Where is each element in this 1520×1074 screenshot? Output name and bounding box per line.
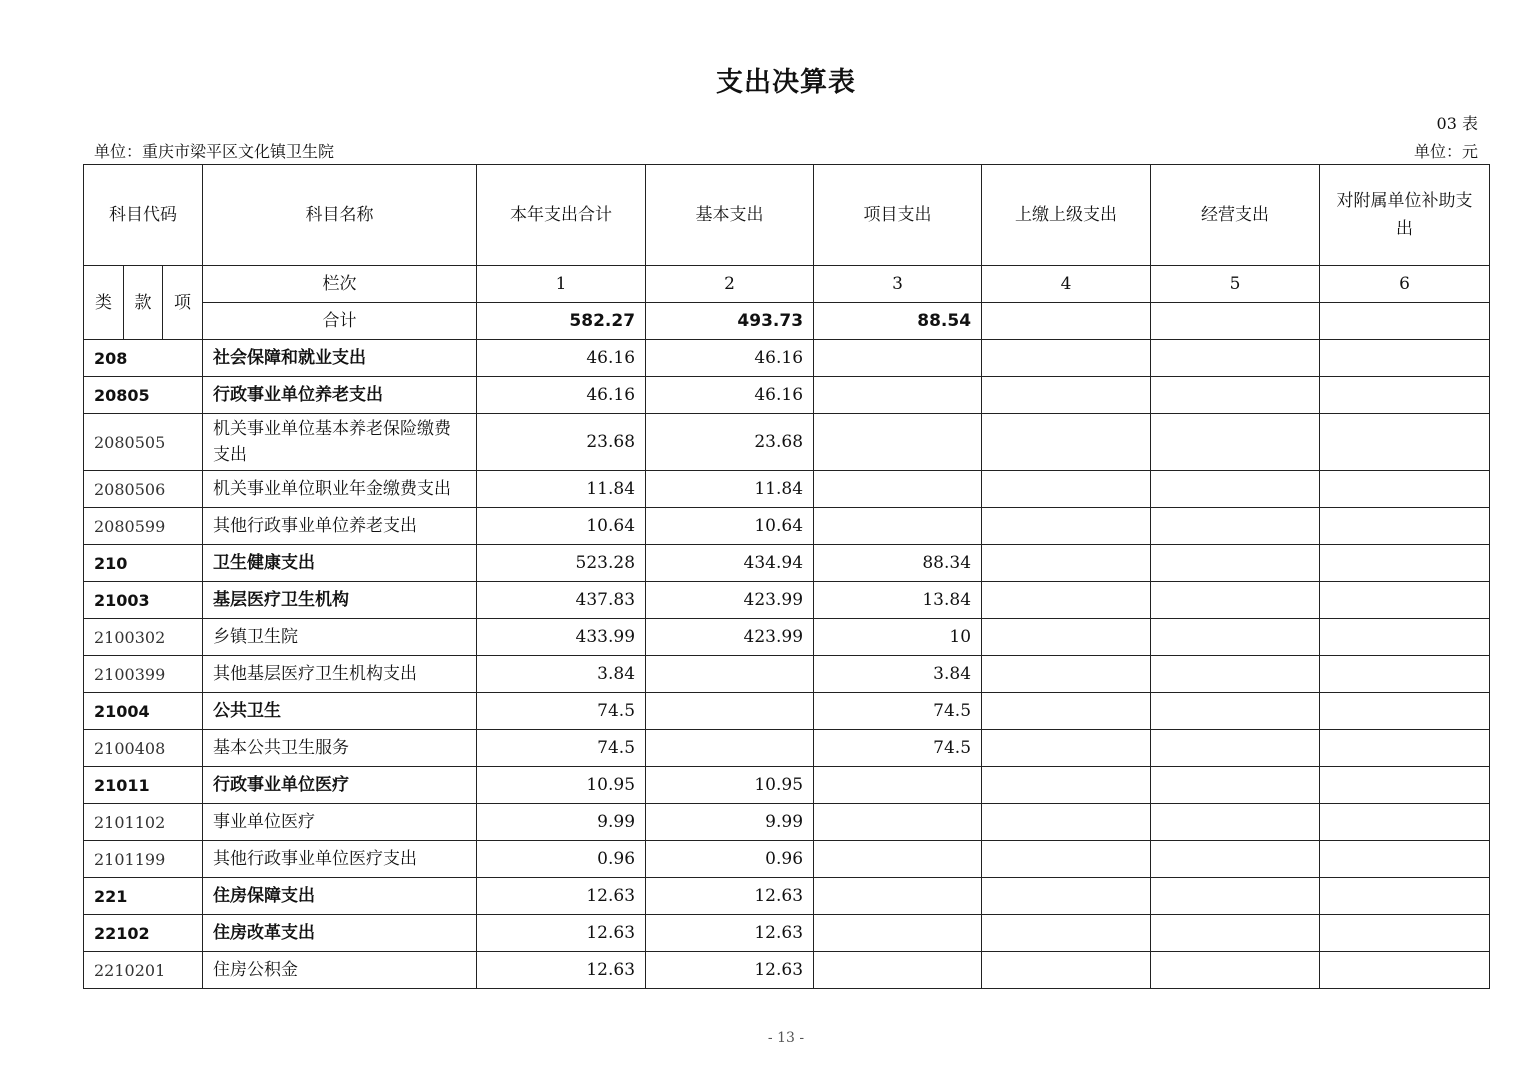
row-name: 卫生健康支出 (203, 545, 477, 582)
col-no-2: 2 (646, 266, 814, 303)
row-code: 2210201 (84, 952, 203, 989)
header-lei: 类 (84, 266, 124, 340)
row-subsidy (1320, 656, 1490, 693)
row-code: 2101199 (84, 841, 203, 878)
row-operating (1151, 582, 1320, 619)
row-remit (982, 841, 1151, 878)
row-basic: 0.96 (646, 841, 814, 878)
row-subsidy (1320, 915, 1490, 952)
total-row (84, 303, 1490, 340)
row-operating (1151, 656, 1320, 693)
row-project: 3.84 (814, 656, 982, 693)
row-code: 21003 (84, 582, 203, 619)
row-subsidy (1320, 730, 1490, 767)
table-row (84, 878, 1490, 915)
row-operating (1151, 804, 1320, 841)
header-name: 科目名称 (203, 165, 477, 266)
row-project (814, 952, 982, 989)
row-operating (1151, 508, 1320, 545)
row-subsidy (1320, 693, 1490, 730)
row-remit (982, 656, 1151, 693)
row-code: 2080506 (84, 471, 203, 508)
row-basic: 46.16 (646, 377, 814, 414)
row-subsidy (1320, 340, 1490, 377)
row-remit (982, 730, 1151, 767)
row-project (814, 915, 982, 952)
row-remit (982, 619, 1151, 656)
row-remit (982, 878, 1151, 915)
row-total: 12.63 (477, 915, 646, 952)
row-basic: 11.84 (646, 471, 814, 508)
col-no-3: 3 (814, 266, 982, 303)
row-total: 9.99 (477, 804, 646, 841)
row-operating (1151, 545, 1320, 582)
table-row (84, 693, 1490, 730)
row-basic: 46.16 (646, 340, 814, 377)
col-no-1: 1 (477, 266, 646, 303)
row-total: 11.84 (477, 471, 646, 508)
row-code: 2100408 (84, 730, 203, 767)
row-basic: 434.94 (646, 545, 814, 582)
header-project: 项目支出 (814, 165, 982, 266)
row-project (814, 414, 982, 471)
col-no-5: 5 (1151, 266, 1320, 303)
row-operating (1151, 915, 1320, 952)
row-code: 21011 (84, 767, 203, 804)
total-c1: 582.27 (477, 303, 646, 340)
row-subsidy (1320, 952, 1490, 989)
currency-unit: 单位：元 (1413, 142, 1478, 161)
table-number: 03 表 (1436, 114, 1478, 133)
row-total: 3.84 (477, 656, 646, 693)
row-name: 机关事业单位基本养老保险缴费支出 (203, 414, 477, 471)
table-row (84, 582, 1490, 619)
row-subsidy (1320, 582, 1490, 619)
row-project: 88.34 (814, 545, 982, 582)
row-remit (982, 693, 1151, 730)
table-row (84, 767, 1490, 804)
row-basic: 10.64 (646, 508, 814, 545)
row-project: 74.5 (814, 730, 982, 767)
row-name: 住房公积金 (203, 952, 477, 989)
table-row (84, 804, 1490, 841)
row-code: 2101102 (84, 804, 203, 841)
row-total: 46.16 (477, 377, 646, 414)
header-basic: 基本支出 (646, 165, 814, 266)
table-row (84, 508, 1490, 545)
row-remit (982, 804, 1151, 841)
row-code: 2080599 (84, 508, 203, 545)
row-basic (646, 693, 814, 730)
row-name: 行政事业单位医疗 (203, 767, 477, 804)
row-project (814, 471, 982, 508)
row-subsidy (1320, 377, 1490, 414)
col-no-4: 4 (982, 266, 1151, 303)
row-code: 221 (84, 878, 203, 915)
row-basic: 12.63 (646, 915, 814, 952)
table-row (84, 656, 1490, 693)
table-row (84, 841, 1490, 878)
row-subsidy (1320, 508, 1490, 545)
total-c5 (1151, 303, 1320, 340)
row-project (814, 340, 982, 377)
row-remit (982, 471, 1151, 508)
row-project (814, 804, 982, 841)
row-remit (982, 545, 1151, 582)
row-name: 基层医疗卫生机构 (203, 582, 477, 619)
row-code: 22102 (84, 915, 203, 952)
row-operating (1151, 619, 1320, 656)
row-operating (1151, 841, 1320, 878)
row-name: 机关事业单位职业年金缴费支出 (203, 471, 477, 508)
row-subsidy (1320, 619, 1490, 656)
row-total: 74.5 (477, 730, 646, 767)
row-subsidy (1320, 767, 1490, 804)
row-code: 2080505 (84, 414, 203, 471)
row-name: 其他基层医疗卫生机构支出 (203, 656, 477, 693)
row-basic (646, 656, 814, 693)
row-code: 21004 (84, 693, 203, 730)
row-total: 12.63 (477, 952, 646, 989)
page-number: - 13 - (767, 1030, 805, 1046)
table-row (84, 915, 1490, 952)
total-label: 合计 (203, 303, 477, 340)
row-name: 住房改革支出 (203, 915, 477, 952)
row-name: 其他行政事业单位医疗支出 (203, 841, 477, 878)
row-subsidy (1320, 471, 1490, 508)
row-subsidy (1320, 545, 1490, 582)
row-code: 208 (84, 340, 203, 377)
page-title: 支出决算表 (716, 67, 856, 98)
row-project (814, 878, 982, 915)
row-operating (1151, 767, 1320, 804)
header-code: 科目代码 (84, 165, 203, 266)
row-total: 23.68 (477, 414, 646, 471)
total-c3: 88.54 (814, 303, 982, 340)
row-remit (982, 340, 1151, 377)
row-subsidy (1320, 878, 1490, 915)
header-lanci: 栏次 (203, 266, 477, 303)
table-row (84, 340, 1490, 377)
row-name: 公共卫生 (203, 693, 477, 730)
row-code: 2100302 (84, 619, 203, 656)
row-remit (982, 767, 1151, 804)
row-basic: 423.99 (646, 582, 814, 619)
row-total: 74.5 (477, 693, 646, 730)
total-c4 (982, 303, 1151, 340)
table-row (84, 730, 1490, 767)
table-row (84, 414, 1490, 471)
row-total: 46.16 (477, 340, 646, 377)
header-kuan: 款 (124, 266, 163, 340)
header-total: 本年支出合计 (477, 165, 646, 266)
header-operating: 经营支出 (1151, 165, 1320, 266)
row-code: 20805 (84, 377, 203, 414)
row-basic: 12.63 (646, 878, 814, 915)
row-project: 10 (814, 619, 982, 656)
row-remit (982, 377, 1151, 414)
row-operating (1151, 730, 1320, 767)
row-name: 行政事业单位养老支出 (203, 377, 477, 414)
row-subsidy (1320, 841, 1490, 878)
row-subsidy (1320, 414, 1490, 471)
row-name: 事业单位医疗 (203, 804, 477, 841)
row-remit (982, 414, 1151, 471)
row-project (814, 508, 982, 545)
row-basic: 23.68 (646, 414, 814, 471)
row-total: 433.99 (477, 619, 646, 656)
row-operating (1151, 340, 1320, 377)
row-name: 住房保障支出 (203, 878, 477, 915)
total-c6 (1320, 303, 1490, 340)
row-operating (1151, 414, 1320, 471)
row-operating (1151, 471, 1320, 508)
row-remit (982, 952, 1151, 989)
header-row (84, 165, 1490, 266)
row-basic: 423.99 (646, 619, 814, 656)
row-basic: 12.63 (646, 952, 814, 989)
table-row (84, 471, 1490, 508)
row-project (814, 841, 982, 878)
table-row (84, 545, 1490, 582)
row-total: 12.63 (477, 878, 646, 915)
row-operating (1151, 377, 1320, 414)
row-basic (646, 730, 814, 767)
table-row (84, 619, 1490, 656)
row-total: 523.28 (477, 545, 646, 582)
table-row (84, 952, 1490, 989)
row-project (814, 377, 982, 414)
row-total: 10.95 (477, 767, 646, 804)
row-total: 10.64 (477, 508, 646, 545)
row-name: 乡镇卫生院 (203, 619, 477, 656)
column-number-row (84, 266, 1490, 303)
row-name: 其他行政事业单位养老支出 (203, 508, 477, 545)
row-project: 13.84 (814, 582, 982, 619)
header-xiang: 项 (163, 266, 203, 340)
header-remit: 上缴上级支出 (982, 165, 1151, 266)
total-c2: 493.73 (646, 303, 814, 340)
row-operating (1151, 693, 1320, 730)
row-code: 210 (84, 545, 203, 582)
row-code: 2100399 (84, 656, 203, 693)
unit-name: 单位：重庆市梁平区文化镇卫生院 (94, 142, 335, 161)
row-remit (982, 582, 1151, 619)
row-remit (982, 915, 1151, 952)
row-total: 0.96 (477, 841, 646, 878)
row-subsidy (1320, 804, 1490, 841)
row-project (814, 767, 982, 804)
row-basic: 10.95 (646, 767, 814, 804)
table-row (84, 377, 1490, 414)
row-project: 74.5 (814, 693, 982, 730)
row-operating (1151, 952, 1320, 989)
expenditure-table (83, 164, 1490, 989)
row-operating (1151, 878, 1320, 915)
header-subsidy: 对附属单位补助支出 (1320, 165, 1490, 266)
col-no-6: 6 (1320, 266, 1490, 303)
row-name: 基本公共卫生服务 (203, 730, 477, 767)
row-name: 社会保障和就业支出 (203, 340, 477, 377)
row-basic: 9.99 (646, 804, 814, 841)
row-remit (982, 508, 1151, 545)
row-total: 437.83 (477, 582, 646, 619)
